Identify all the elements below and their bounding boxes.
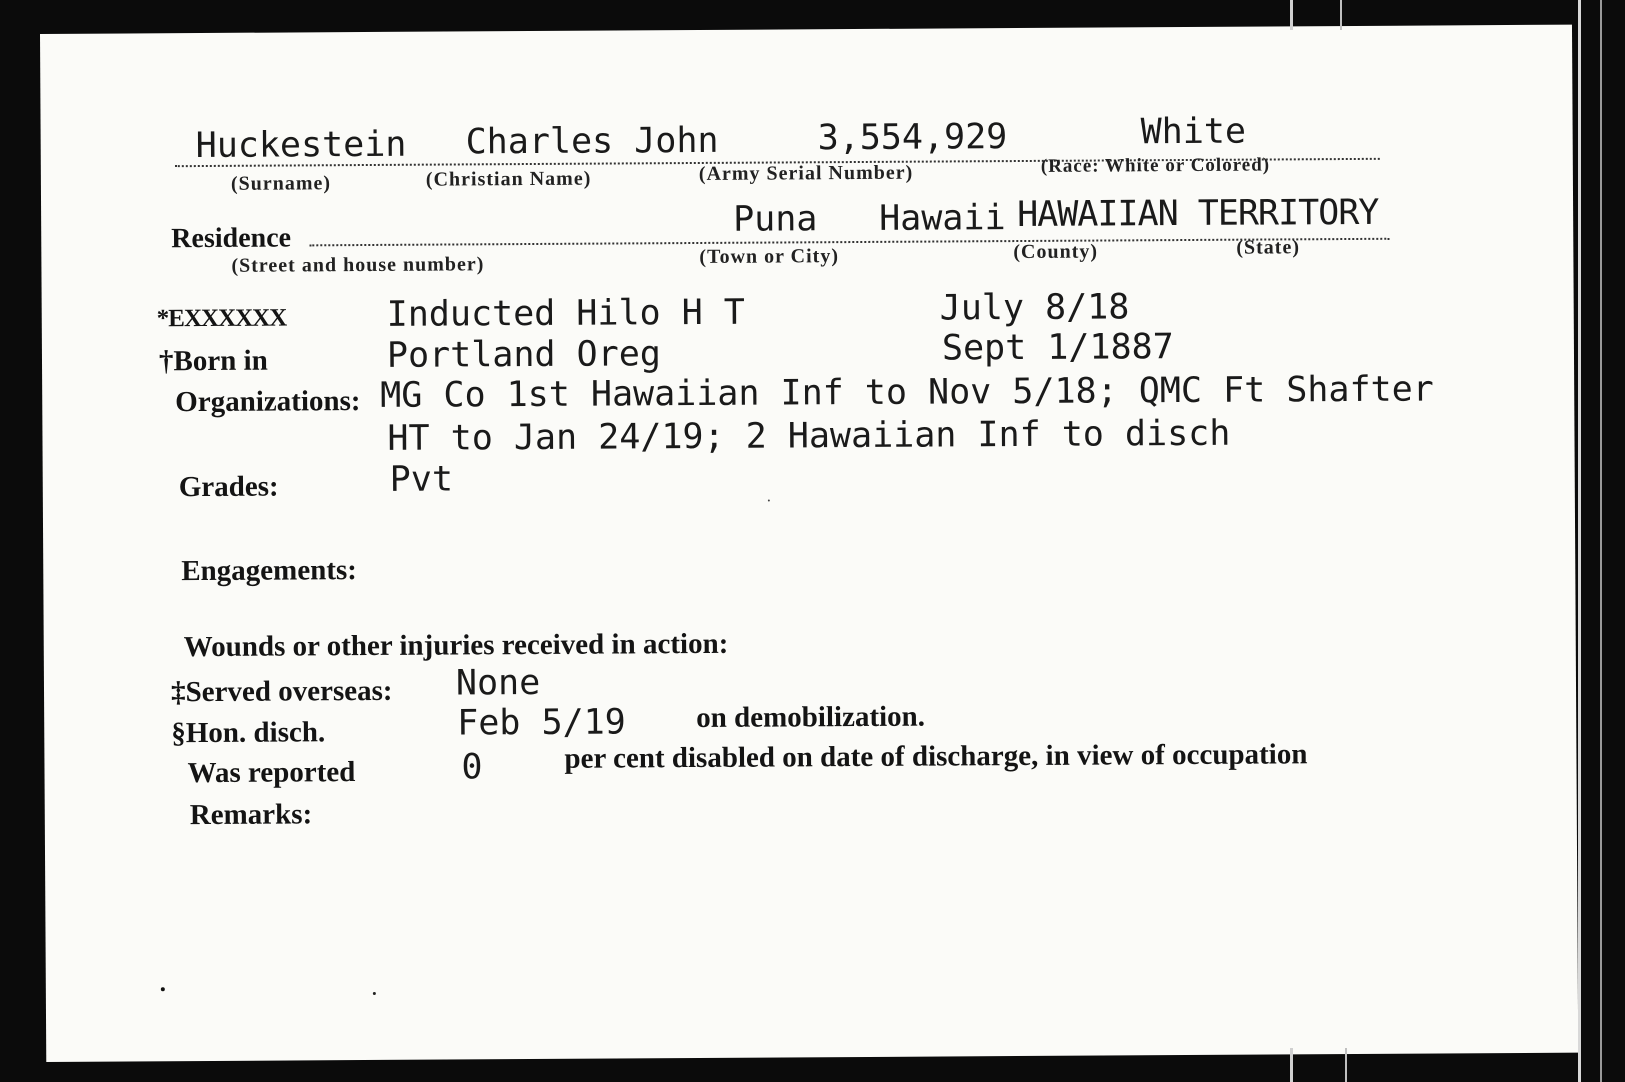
discharge-date-value: Feb 5/19 <box>457 702 626 744</box>
birthplace-value: Portland Oreg <box>386 334 662 376</box>
town-value: Puna <box>733 199 818 240</box>
caption-state: (State) <box>1236 236 1301 259</box>
engagements-label: Engagements: <box>181 554 357 588</box>
caption-race: (Race: White or Colored) <box>1040 154 1271 177</box>
caption-town: (Town or City) <box>699 245 840 268</box>
hon-discharge-label: §Hon. disch. <box>171 716 326 750</box>
organizations-line-2: HT to Jan 24/19; 2 Hawaiian Inf to disch <box>387 413 1231 459</box>
race-value: White <box>1140 111 1247 153</box>
inducted-date: July 8/18 <box>939 287 1130 329</box>
was-reported-label: Was reported <box>187 756 356 790</box>
christian-name-value: Charles John <box>465 120 719 163</box>
disability-percent-value: 0 <box>461 747 483 788</box>
inducted-value: Inducted Hilo H T <box>386 292 746 335</box>
caption-county: (County) <box>1013 240 1099 264</box>
caption-surname: (Surname) <box>230 172 332 195</box>
residence-label: Residence <box>171 222 292 255</box>
residence-line-dots <box>309 238 1389 247</box>
scan-edge-line <box>1340 0 1342 30</box>
scan-edge-line <box>1578 0 1581 1082</box>
caption-christian-name: (Christian Name) <box>425 167 592 191</box>
discharge-reason: on demobilization. <box>696 700 926 735</box>
scan-edge-line <box>1345 1048 1347 1082</box>
scan-speck <box>768 500 770 502</box>
service-record-card <box>40 25 1578 1062</box>
birth-date-value: Sept 1/1887 <box>941 327 1174 369</box>
grades-value: Pvt <box>389 459 454 500</box>
organizations-line-1: MG Co 1st Hawaiian Inf to Nov 5/18; QMC Ft Shafter <box>380 369 1434 416</box>
scan-edge-line <box>1290 1048 1293 1082</box>
surname-value: Huckestein <box>195 124 407 167</box>
enlisted-label: *EXXXXXX <box>156 304 287 333</box>
caption-street: (Street and house number) <box>231 253 485 277</box>
born-label: †Born in <box>158 344 268 378</box>
county-value: Hawaii <box>879 198 1006 239</box>
scan-edge-line <box>1600 0 1602 1082</box>
scan-speck <box>161 987 165 991</box>
scan-edge-line <box>1290 0 1293 30</box>
wounds-label: Wounds or other injuries received in action: <box>183 627 729 664</box>
scan-speck <box>373 992 376 995</box>
serial-number-value: 3,554,929 <box>817 117 1008 159</box>
served-overseas-label: ‡Served overseas: <box>170 674 393 709</box>
state-value: HAWAIIAN TERRITORY <box>1017 192 1379 236</box>
disability-text: per cent disabled on date of discharge, in view of occupation <box>564 738 1308 775</box>
organizations-label: Organizations: <box>175 385 361 419</box>
remarks-label: Remarks: <box>189 798 313 832</box>
caption-serial-number: (Army Serial Number) <box>698 161 914 185</box>
served-overseas-value: None <box>455 662 541 704</box>
grades-label: Grades: <box>178 470 279 504</box>
